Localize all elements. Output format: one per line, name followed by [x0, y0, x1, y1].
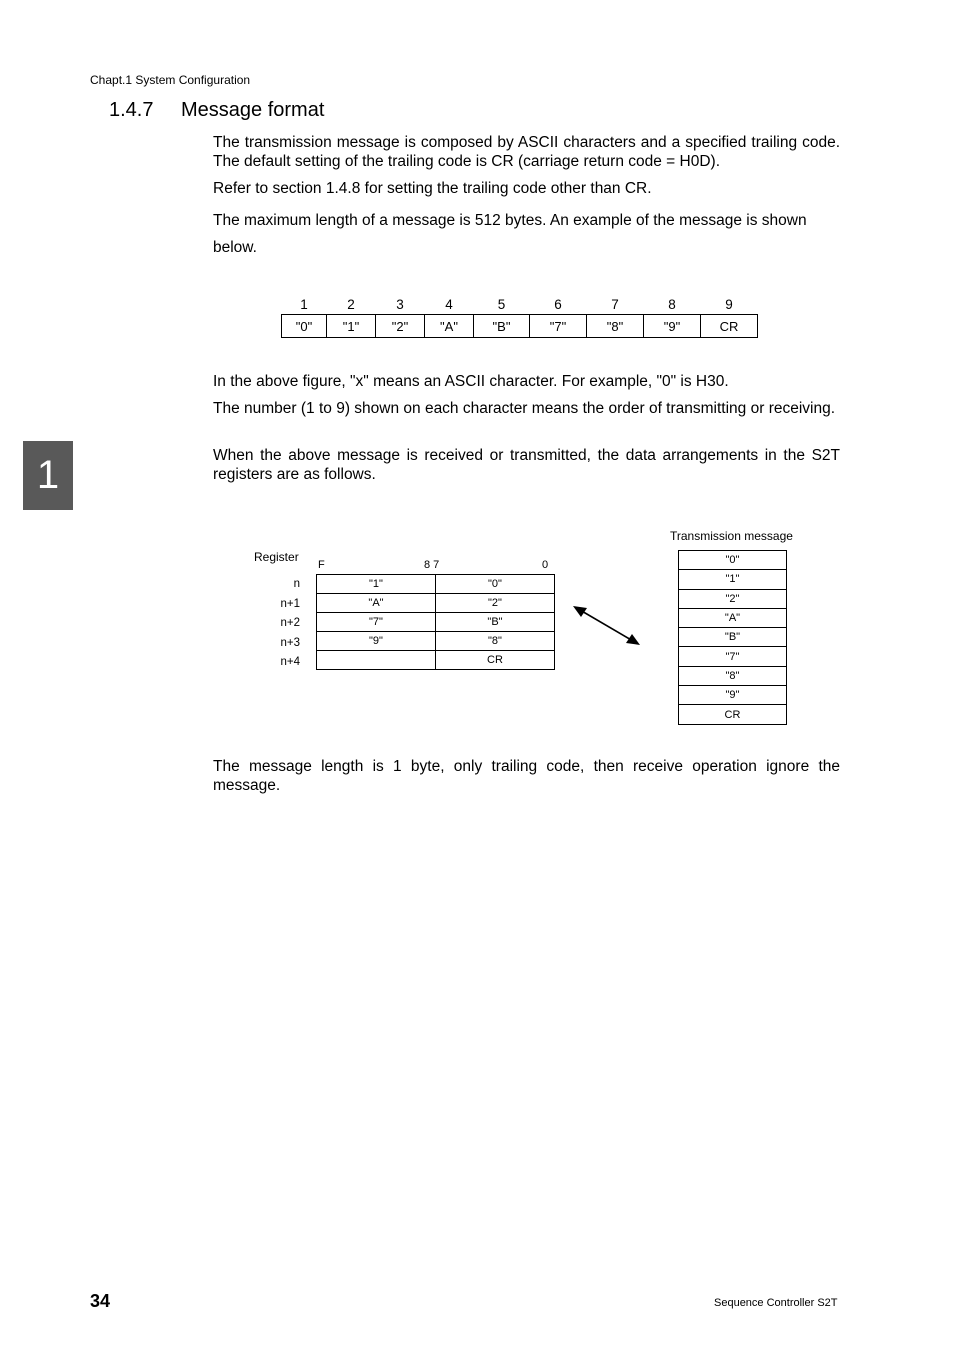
- register-high-byte: "9": [317, 632, 436, 651]
- register-low-byte: CR: [436, 651, 555, 670]
- transmission-label: Transmission message: [670, 529, 793, 543]
- message-index: 7: [611, 296, 619, 312]
- register-high-byte: "A": [317, 594, 436, 613]
- transmission-table: [678, 550, 787, 725]
- message-index: 3: [396, 296, 404, 312]
- message-index: 9: [725, 296, 733, 312]
- transmission-char: CR: [679, 705, 787, 724]
- message-char: "2": [376, 315, 425, 338]
- message-char: "0": [282, 315, 327, 338]
- page-number: 34: [90, 1291, 111, 1311]
- register-name: n+2: [280, 617, 300, 629]
- register-high-byte: "1": [317, 575, 436, 594]
- message-char: "8": [587, 315, 644, 338]
- bit-low-label: 0: [542, 559, 549, 571]
- message-index: 4: [445, 296, 453, 312]
- message-char: "A": [425, 315, 474, 338]
- paragraph-1: The transmission message is composed by ASCII characters and a specified trailing code. The default setting of the trailing code is CR (carriage return code = H0D).: [213, 134, 840, 170]
- transmission-char: "A": [679, 608, 787, 627]
- message-char: "B": [474, 315, 530, 338]
- register-name: n: [293, 578, 300, 590]
- message-char: "7": [530, 315, 587, 338]
- bit-mid-label: 8 7: [424, 559, 440, 571]
- message-index-row: [282, 294, 758, 315]
- register-names: [272, 575, 300, 673]
- transmission-char: "8": [679, 666, 787, 685]
- footer-title: Sequence Controller S2T: [714, 1297, 838, 1309]
- register-label: Register: [254, 550, 299, 564]
- message-index: 5: [497, 296, 506, 312]
- paragraph-5: The number (1 to 9) shown on each character means the order of transmitting or receiving.: [213, 400, 836, 417]
- register-row: [317, 632, 555, 651]
- message-char-row: [282, 315, 758, 338]
- transmission-char: "1": [679, 570, 787, 589]
- transmission-char: "7": [679, 647, 787, 666]
- register-low-byte: "B": [436, 613, 555, 632]
- message-char: CR: [701, 315, 758, 338]
- message-index: 2: [347, 296, 355, 312]
- register-name: n+3: [280, 636, 300, 649]
- register-low-byte: "8": [436, 632, 555, 651]
- register-name: n+1: [280, 597, 300, 610]
- register-high-byte: "7": [317, 613, 436, 632]
- message-index: 1: [300, 296, 308, 312]
- chapter-header: Chapt.1 System Configuration: [90, 73, 251, 87]
- transmission-char: "0": [679, 551, 787, 570]
- message-index: 6: [554, 296, 562, 312]
- transmission-char: "2": [679, 589, 787, 608]
- message-example-table: [281, 294, 758, 338]
- paragraph-2: Refer to section 1.4.8 for setting the trailing code other than CR.: [213, 180, 652, 197]
- message-char: "1": [327, 315, 376, 338]
- register-high-byte: [317, 651, 436, 670]
- transmission-char: "9": [679, 686, 787, 705]
- register-row: [317, 594, 555, 613]
- transmission-char: "B": [679, 628, 787, 647]
- section-number: 1.4.7: [109, 99, 154, 121]
- register-low-byte: "2": [436, 594, 555, 613]
- message-char: "9": [644, 315, 701, 338]
- paragraph-3: The maximum length of a message is 512 bytes. An example of the message is shown below.: [213, 212, 807, 256]
- section-title: Message format: [181, 99, 325, 121]
- paragraph-4: In the above figure, "x" means an ASCII character. For example, "0" is H30.: [213, 373, 729, 390]
- bidirectional-arrow-icon: [570, 604, 645, 649]
- register-row: [317, 613, 555, 632]
- bit-high-label: F: [318, 559, 325, 571]
- register-name: n+4: [280, 656, 300, 668]
- paragraph-6: When the above message is received or transmitted, the data arrangements in the S2T registers are as follows.: [213, 447, 840, 483]
- register-row: [317, 651, 555, 670]
- register-low-byte: "0": [436, 575, 555, 594]
- paragraph-7: The message length is 1 byte, only trailing code, then receive operation ignore the message.: [213, 758, 840, 794]
- message-index: 8: [668, 296, 676, 312]
- register-row: [317, 575, 555, 594]
- register-table: [316, 574, 555, 670]
- chapter-side-tab: 1: [23, 441, 73, 510]
